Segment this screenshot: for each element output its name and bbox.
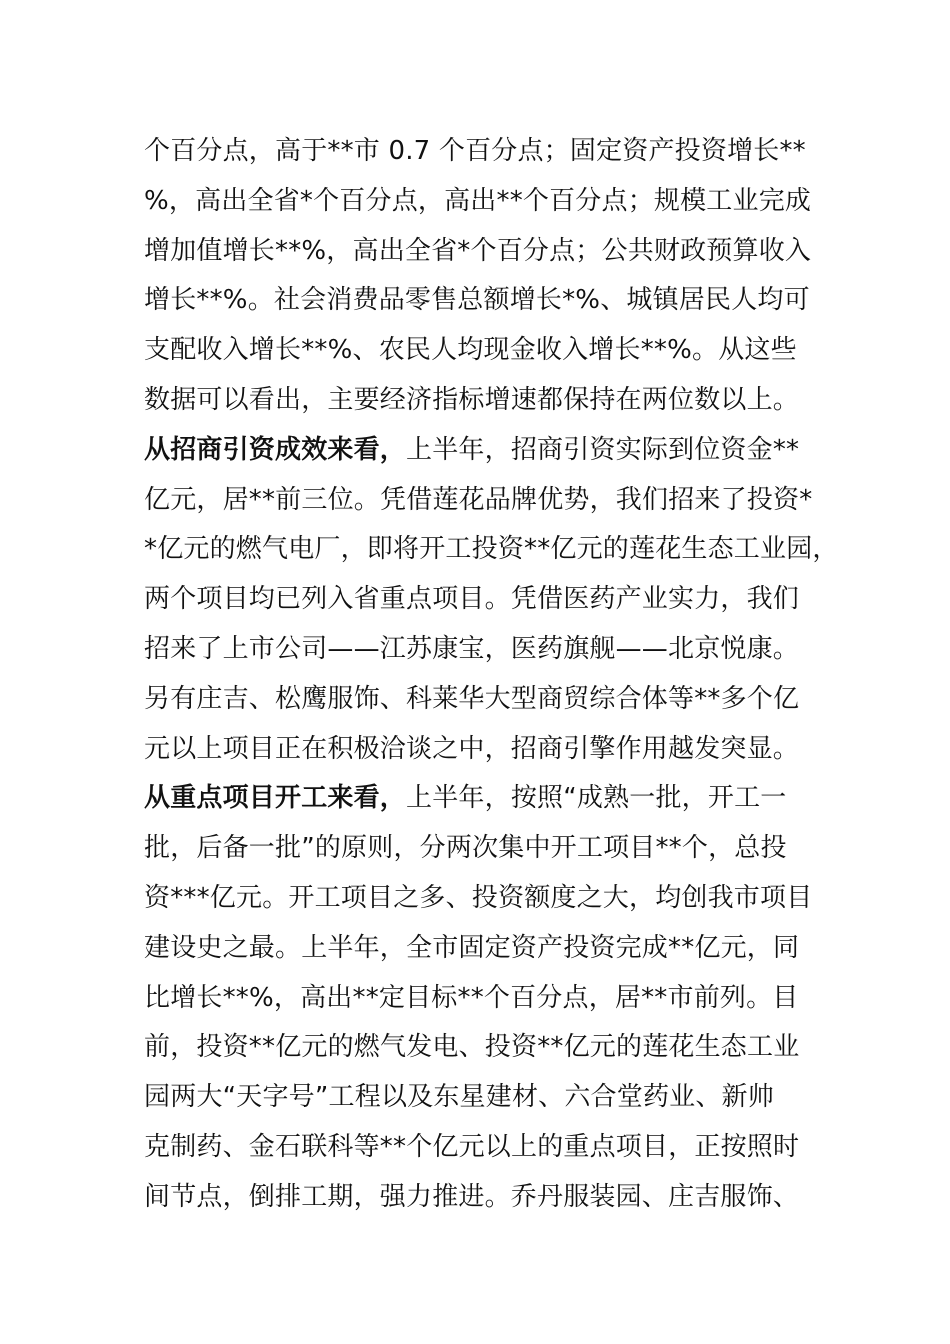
text-line — [144, 1123, 844, 1173]
line-text: 资***亿元。开工项目之多、投资额度之大，均创我市项目 — [144, 882, 813, 913]
line-text: 上半年，招商引资实际到位资金** — [406, 434, 800, 465]
line-text: 支配收入增长**%、农民人均现金收入增长**%。从这些 — [144, 335, 797, 366]
line-text: 园两大“天字号”工程以及东星建材、六合堂药业、新帅 — [144, 1082, 774, 1113]
text-line — [144, 924, 844, 974]
text-line — [144, 625, 844, 675]
text-line — [144, 326, 844, 376]
text-line — [144, 376, 844, 426]
line-text: 克制药、金石联科等**个亿元以上的重点项目，正按照时 — [144, 1131, 800, 1162]
bold-lead: 从招商引资成效来看， — [144, 434, 407, 465]
text-line — [144, 874, 844, 924]
text-line — [144, 177, 844, 227]
line-text: 亿元，居**前三位。凭借莲花品牌优势，我们招来了投资* — [144, 484, 813, 515]
line-text: 批，后备一批”的原则，分两次集中开工项目**个，总投 — [144, 833, 787, 864]
line-text: 前，投资**亿元的燃气发电、投资**亿元的莲花生态工业 — [144, 1032, 800, 1063]
text-line — [144, 127, 844, 177]
text-line — [144, 974, 844, 1024]
text-line — [144, 276, 844, 326]
line-text: %，高出全省*个百分点，高出**个百分点；规模工业完成 — [144, 185, 812, 216]
text-line — [144, 1023, 844, 1073]
text-line — [144, 525, 844, 575]
text-line — [144, 227, 844, 277]
text-line — [144, 675, 844, 725]
line-text: 招来了上市公司——江苏康宝，医药旗舰——北京悦康。 — [144, 633, 800, 664]
line-text: 数据可以看出，主要经济指标增速都保持在两位数以上。 — [144, 384, 800, 415]
line-text: 增长**%。社会消费品零售总额增长*%、城镇居民人均可 — [144, 285, 810, 316]
text-line — [144, 1173, 844, 1223]
bold-lead: 从重点项目开工来看， — [144, 783, 407, 814]
line-text: 间节点，倒排工期，强力推进。乔丹服装园、庄吉服饰、 — [144, 1181, 800, 1212]
text-line — [144, 426, 844, 476]
text-line — [144, 476, 844, 526]
line-text: 两个项目均已列入省重点项目。凭借医药产业实力，我们 — [144, 584, 800, 615]
line-text: *亿元的燃气电厂，即将开工投资**亿元的莲花生态工业园， — [144, 534, 839, 565]
line-text: 增加值增长**%，高出全省*个百分点；公共财政预算收入 — [144, 235, 812, 266]
text-line — [144, 725, 844, 775]
line-text: 元以上项目正在积极洽谈之中，招商引擎作用越发突显。 — [144, 733, 800, 764]
body-text — [144, 127, 844, 1223]
line-text: 建设史之最。上半年，全市固定资产投资完成**亿元，同 — [144, 932, 800, 963]
line-text: 上半年，按照“成熟一批，开工一 — [406, 783, 787, 814]
line-text: 比增长**%，高出**定目标**个百分点，居**市前列。目 — [144, 982, 799, 1013]
text-line — [144, 824, 844, 874]
line-text: 个百分点，高于**市 0.7 个百分点；固定资产投资增长** — [144, 136, 806, 166]
text-line — [144, 575, 844, 625]
text-line — [144, 774, 844, 824]
text-line — [144, 1073, 844, 1123]
line-text: 另有庄吉、松鹰服饰、科莱华大型商贸综合体等**多个亿 — [144, 683, 800, 714]
